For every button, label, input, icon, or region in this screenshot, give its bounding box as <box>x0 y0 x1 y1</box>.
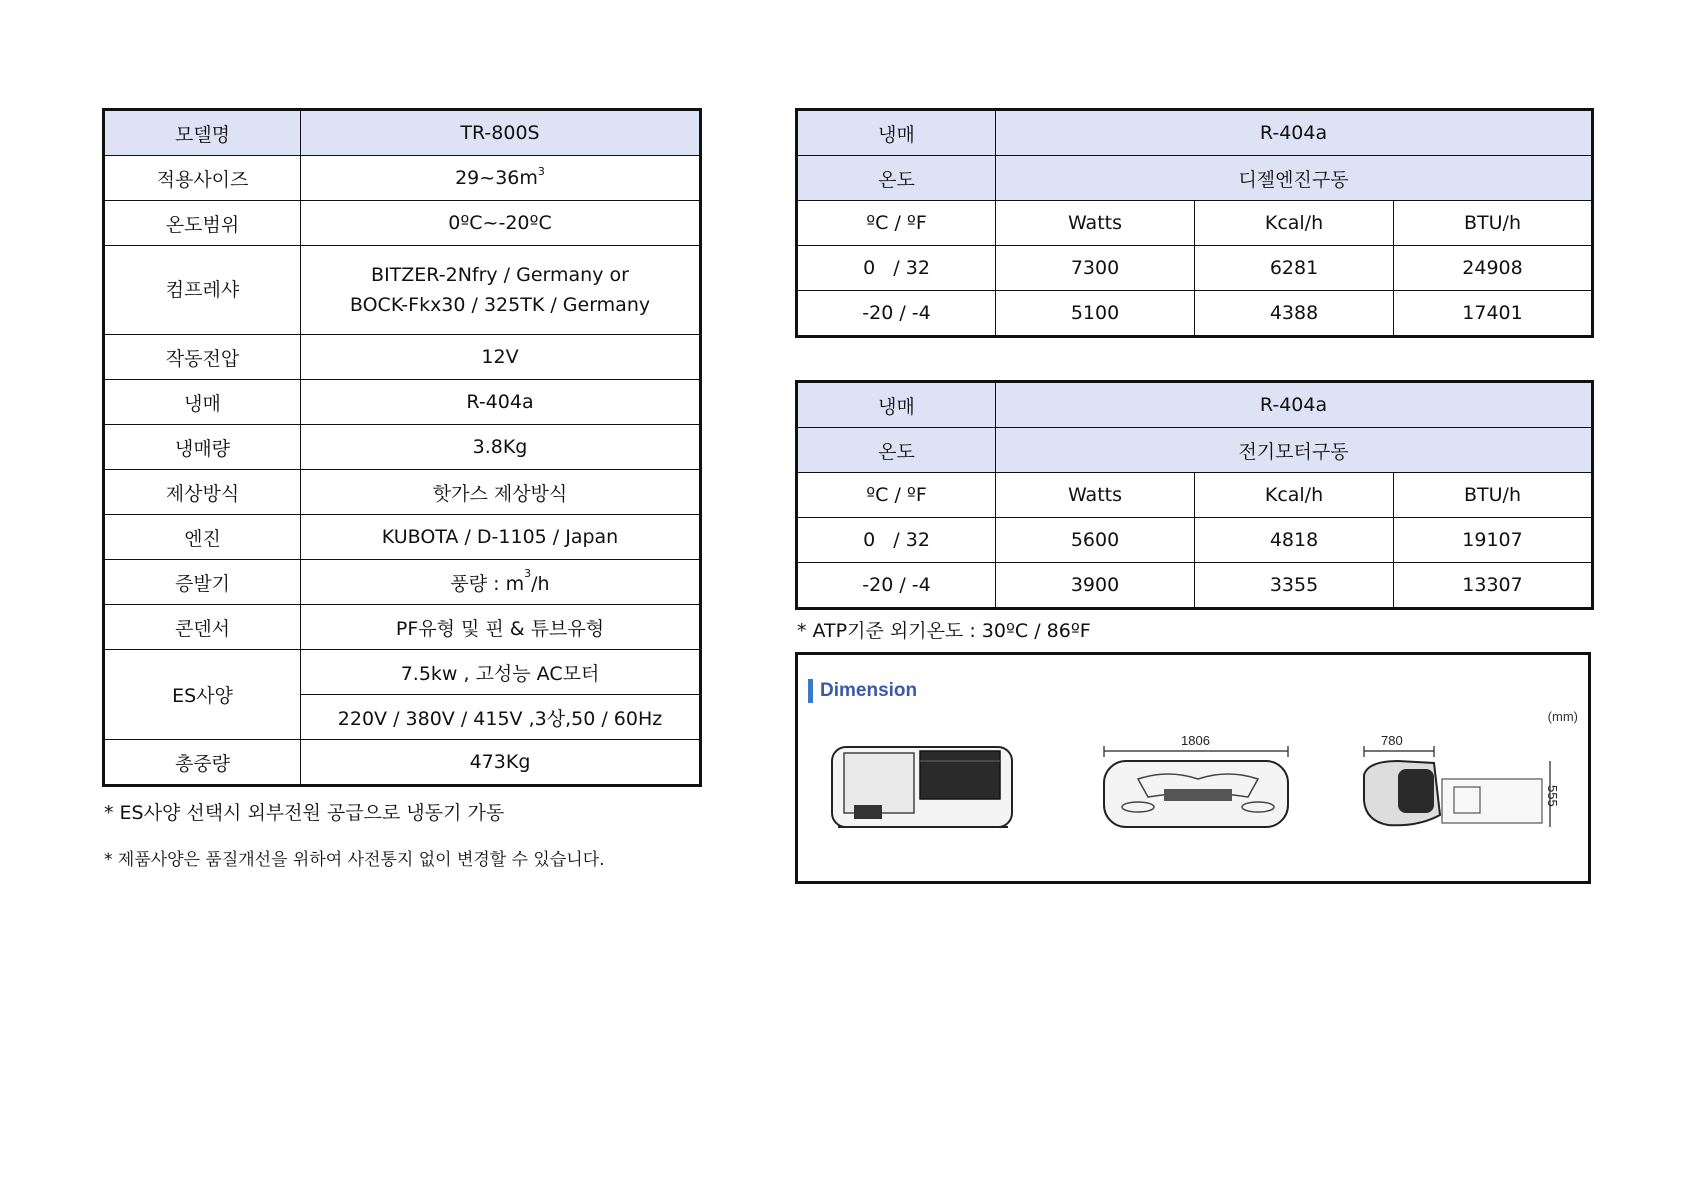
depth-dimension-label: 780 <box>1381 733 1403 748</box>
spec-row-refrigerant <box>104 380 701 425</box>
spec-value: R-404a <box>301 380 701 425</box>
column-header: BTU/h <box>1394 201 1593 246</box>
spec-value: 12V <box>301 335 701 380</box>
table-row <box>797 246 1593 291</box>
table-cell: 0 / 32 <box>797 518 996 563</box>
table-cell: 7300 <box>996 246 1195 291</box>
spec-value: 473Kg <box>301 740 701 786</box>
column-header: Kcal/h <box>1195 473 1394 518</box>
table-cell: 13307 <box>1394 563 1593 609</box>
table-cell: -20 / -4 <box>797 563 996 609</box>
spec-label: 냉매량 <box>104 425 301 470</box>
dimension-panel <box>795 652 1591 884</box>
drive-row <box>797 156 1593 201</box>
spec-change-note: * 제품사양은 품질개선을 위하여 사전통지 없이 변경할 수 있습니다. <box>104 850 605 870</box>
refrigerant-row <box>797 382 1593 428</box>
drive-value: 디젤엔진구동 <box>996 156 1593 201</box>
diesel-capacity-table <box>795 108 1594 338</box>
side-view-drawing <box>1358 745 1558 835</box>
spec-row-condenser <box>104 605 701 650</box>
column-header: BTU/h <box>1394 473 1593 518</box>
table-row <box>797 518 1593 563</box>
spec-row-model <box>104 110 701 156</box>
spec-value: 7.5kw , 고성능 AC모터 <box>301 650 701 695</box>
spec-row-defrost <box>104 470 701 515</box>
spec-row-compressor <box>104 246 701 335</box>
refrigerant-label: 냉매 <box>797 110 996 156</box>
table-cell: 5100 <box>996 291 1195 337</box>
drive-row <box>797 428 1593 473</box>
spec-label: 온도범위 <box>104 201 301 246</box>
spec-value: 3.8Kg <box>301 425 701 470</box>
header-row <box>797 473 1593 518</box>
refrigerant-label: 냉매 <box>797 382 996 428</box>
spec-label: 총중량 <box>104 740 301 786</box>
es-note: * ES사양 선택시 외부전원 공급으로 냉동기 가동 <box>104 802 505 824</box>
column-header: ºC / ºF <box>797 201 996 246</box>
spec-value: 핫가스 제상방식 <box>301 470 701 515</box>
spec-value: 220V / 380V / 415V ,3상,50 / 60Hz <box>301 695 701 740</box>
table-cell: 0 / 32 <box>797 246 996 291</box>
table-row <box>797 563 1593 609</box>
spec-label: 모델명 <box>104 110 301 156</box>
refrigerant-row <box>797 110 1593 156</box>
column-header: ºC / ºF <box>797 473 996 518</box>
spec-row-refrigerant-amount <box>104 425 701 470</box>
spec-value: 풍량 : $m^3/h$ <box>301 560 701 605</box>
spec-row-evaporator <box>104 560 701 605</box>
drive-value: 전기모터구동 <box>996 428 1593 473</box>
spec-value: 0ºC~-20ºC <box>301 201 701 246</box>
spec-label: 냉매 <box>104 380 301 425</box>
title-bar-icon <box>808 679 813 703</box>
spec-value: KUBOTA / D-1105 / Japan <box>301 515 701 560</box>
table-cell: 17401 <box>1394 291 1593 337</box>
front-view-drawing <box>828 743 1018 833</box>
unit-label: (mm) <box>1547 709 1578 724</box>
table-row <box>797 291 1593 337</box>
spec-label: 컴프레샤 <box>104 246 301 335</box>
spec-label: 적용사이즈 <box>104 156 301 201</box>
table-cell: 19107 <box>1394 518 1593 563</box>
spec-value: PF유형 및 핀 & 튜브유형 <box>301 605 701 650</box>
spec-row-temp-range <box>104 201 701 246</box>
height-dimension-label: 555 <box>1545 785 1560 807</box>
table-cell: 3355 <box>1195 563 1394 609</box>
refrigerant-value: R-404a <box>996 110 1593 156</box>
temp-label: 온도 <box>797 428 996 473</box>
spec-label: 제상방식 <box>104 470 301 515</box>
table-cell: 4818 <box>1195 518 1394 563</box>
atp-note: * ATP기준 외기온도 : 30ºC / 86ºF <box>797 620 1091 642</box>
spec-row-es <box>104 650 701 695</box>
spec-value: TR-800S <box>301 110 701 156</box>
top-view-drawing <box>1098 745 1298 835</box>
table-cell: 4388 <box>1195 291 1394 337</box>
spec-value: BITZER-2Nfry / Germany or BOCK-Fkx30 / 325TK / Germany <box>301 246 701 335</box>
table-cell: -20 / -4 <box>797 291 996 337</box>
spec-label: 증발기 <box>104 560 301 605</box>
spec-label: 엔진 <box>104 515 301 560</box>
column-header: Watts <box>996 473 1195 518</box>
table-cell: 5600 <box>996 518 1195 563</box>
spec-row-engine <box>104 515 701 560</box>
spec-row-weight <box>104 740 701 786</box>
spec-label: 콘덴서 <box>104 605 301 650</box>
spec-label: ES사양 <box>104 650 301 740</box>
table-cell: 6281 <box>1195 246 1394 291</box>
table-cell: 3900 <box>996 563 1195 609</box>
spec-value: $29\sim 36m^3$ <box>301 156 701 201</box>
column-header: Kcal/h <box>1195 201 1394 246</box>
spec-row-voltage <box>104 335 701 380</box>
width-dimension-label: 1806 <box>1181 733 1210 748</box>
refrigerant-value: R-404a <box>996 382 1593 428</box>
spec-row-size <box>104 156 701 201</box>
header-row <box>797 201 1593 246</box>
spec-label: 작동전압 <box>104 335 301 380</box>
spec-table <box>102 108 702 787</box>
motor-capacity-table <box>795 380 1594 610</box>
temp-label: 온도 <box>797 156 996 201</box>
dimension-title: Dimension <box>808 679 917 703</box>
column-header: Watts <box>996 201 1195 246</box>
table-cell: 24908 <box>1394 246 1593 291</box>
